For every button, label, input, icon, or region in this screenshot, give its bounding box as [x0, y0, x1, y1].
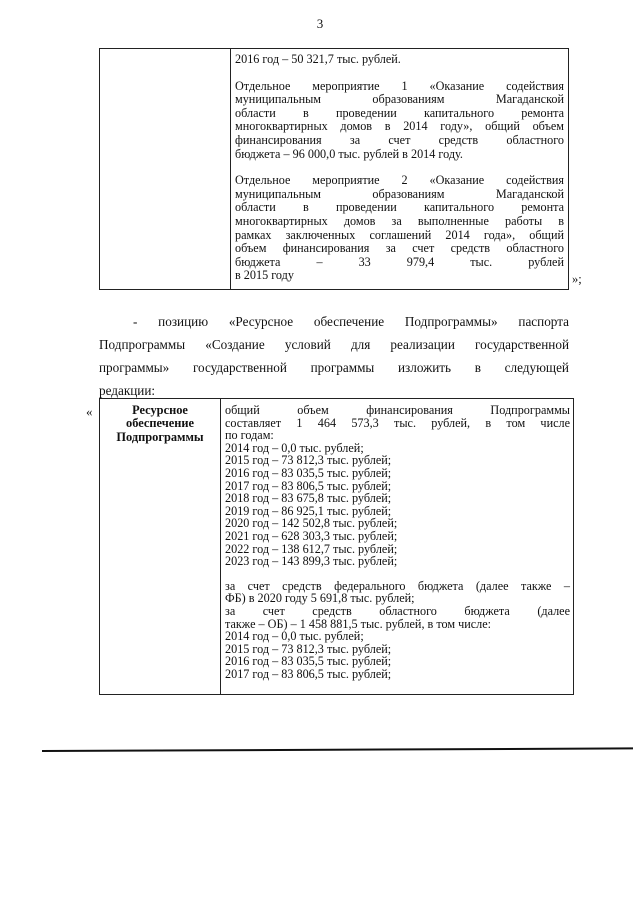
table2-line: 2015 год – 73 812,3 тыс. рублей; — [225, 641, 392, 656]
table2-line: 2023 год – 143 899,3 тыс. рублей; — [225, 554, 398, 569]
table1-line: Отдельное мероприятие 1 «Оказание содействия — [235, 78, 564, 93]
table2-line: общий объем финансирования Подпрограммы — [225, 403, 570, 417]
resource-table — [99, 398, 574, 695]
header-line: Ресурсное — [132, 403, 188, 417]
table1-line: муниципальным образованиям Магаданской — [235, 186, 564, 201]
footer-divider — [42, 747, 633, 752]
resource-table-content-cell — [221, 399, 573, 694]
previous-table-fragment — [99, 48, 569, 290]
table2-line: 2022 год – 138 612,7 тыс. рублей; — [225, 541, 398, 556]
body-line: программы» государственной программы изложить в следующей — [99, 360, 569, 375]
table1-line: области в проведении капитального ремонта — [235, 105, 564, 120]
table1-line: рамках заключенных соглашений 2014 года», общий — [235, 227, 564, 242]
table1-line: 2016 год – 50 321,7 тыс. рублей. — [235, 52, 401, 66]
body-line: - позицию «Ресурсное обеспечение Подпрограммы» паспорта — [133, 314, 569, 329]
table2-line: за счет средств федерального бюджета (далее также – — [225, 578, 570, 593]
table2-line: 2016 год – 83 035,5 тыс. рублей; — [225, 654, 392, 669]
table1-line: многоквартирных домов за выполненные работы в — [235, 213, 564, 228]
previous-table-left-cell — [100, 49, 231, 289]
page-number: 3 — [316, 16, 324, 31]
table2-line: 2016 год – 83 035,5 тыс. рублей; — [225, 465, 392, 480]
table2-line: 2019 год – 86 925,1 тыс. рублей; — [225, 503, 392, 518]
table2-line: 2018 год – 83 675,8 тыс. рублей; — [225, 491, 392, 506]
table2-line: составляет 1 464 573,3 тыс. рублей, в том числе — [225, 415, 570, 430]
amendment-paragraph — [99, 310, 569, 402]
table1-line: области в проведении капитального ремонта — [235, 200, 564, 215]
table1-line: многоквартирных домов в 2014 году», общий объем — [235, 119, 564, 134]
resource-table-header-cell — [100, 399, 221, 694]
table2-line: ФБ) в 2020 году 5 691,8 тыс. рублей; — [225, 591, 415, 606]
header-line: обеспечение — [126, 416, 194, 431]
opening-quote: « — [86, 404, 93, 419]
table2-line: 2021 год – 628 303,3 тыс. рублей; — [225, 528, 398, 543]
table2-line: 2017 год – 83 806,5 тыс. рублей; — [225, 666, 392, 681]
table1-line: финансирования за счет средств областного — [235, 132, 564, 147]
table2-line: 2014 год – 0,0 тыс. рублей; — [225, 629, 364, 644]
body-line: Подпрограммы «Создание условий для реализации государственной — [99, 337, 569, 352]
table2-line: 2020 год – 142 502,8 тыс. рублей; — [225, 516, 398, 531]
table2-line: по годам: — [225, 428, 274, 443]
table2-line: 2014 год – 0,0 тыс. рублей; — [225, 440, 364, 455]
table1-line: Отдельное мероприятие 2 «Оказание содействия — [235, 173, 564, 188]
body-line: редакции: — [99, 383, 156, 398]
table1-line: бюджета – 96 000,0 тыс. рублей в 2014 году. — [235, 146, 463, 161]
table1-line: бюджета – 33 979,4 тыс. рублей — [235, 254, 564, 269]
table2-line: 2017 год – 83 806,5 тыс. рублей; — [225, 478, 392, 493]
table1-line: в 2015 году — [235, 268, 294, 283]
closing-quote: »; — [572, 272, 582, 286]
previous-table-right-cell — [231, 49, 568, 289]
table1-line: объем финансирования за счет средств областного — [235, 241, 564, 256]
table2-line: за счет средств областного бюджета (далее — [225, 603, 570, 618]
header-line: Подпрограммы — [116, 429, 204, 444]
table2-line: также – ОБ) – 1 458 881,5 тыс. рублей, в том числе: — [225, 616, 492, 631]
table1-line: муниципальным образованиям Магаданской — [235, 92, 564, 107]
table2-line: 2015 год – 73 812,3 тыс. рублей; — [225, 453, 392, 468]
